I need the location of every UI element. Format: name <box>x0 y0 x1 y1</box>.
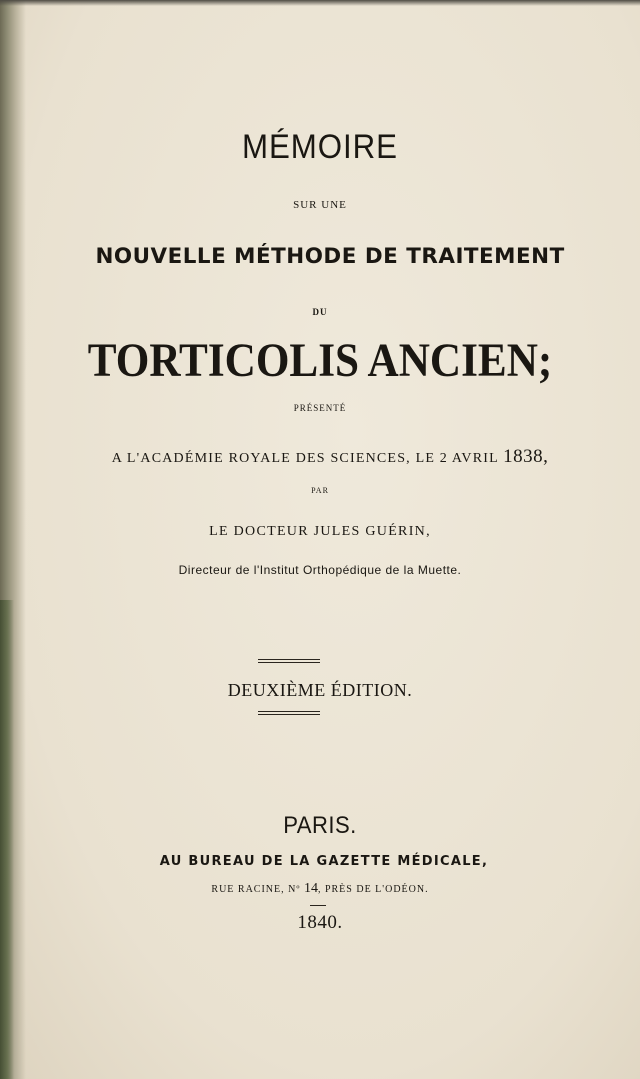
title-memoire: MÉMOIRE <box>242 128 398 166</box>
label-presente: PRÉSENTÉ <box>293 403 347 413</box>
title-torticolis: TORTICOLIS ANCIEN; <box>87 334 553 387</box>
address-prefix: RUE RACINE, Nº <box>211 884 304 895</box>
author-name: LE DOCTEUR JULES GUÉRIN, <box>209 524 431 539</box>
year-rule <box>310 905 326 906</box>
address-number: 14 <box>303 881 318 896</box>
binding-edge <box>0 600 14 1079</box>
imprint-year: 1840. <box>297 912 343 933</box>
imprint-publisher: AU BUREAU DE LA GAZETTE MÉDICALE, <box>159 854 489 869</box>
presentation-line <box>0 446 640 468</box>
address-suffix: , PRÈS DE L'ODÉON. <box>317 884 429 895</box>
presentation-text: A L'ACADÉMIE ROYALE DES SCIENCES, LE 2 AVRIL <box>111 451 504 466</box>
edition-label: DEUXIÈME ÉDITION. <box>227 680 413 700</box>
imprint-city: PARIS. <box>283 812 357 839</box>
presentation-year: 1838, <box>503 446 549 467</box>
subtitle-du: DU <box>312 307 328 317</box>
imprint-address <box>0 881 640 897</box>
edition-rule-bottom <box>258 711 320 715</box>
label-par: PAR <box>311 486 329 495</box>
page-top-edge <box>0 0 640 6</box>
subtitle-nouvelle-methode: NOUVELLE MÉTHODE DE TRAITEMENT <box>95 244 565 268</box>
subtitle-sur-une: SUR UNE <box>293 199 347 211</box>
edition-rule-top <box>258 659 320 663</box>
author-role: Directeur de l'Institut Orthopédique de la Muette. <box>178 563 462 577</box>
